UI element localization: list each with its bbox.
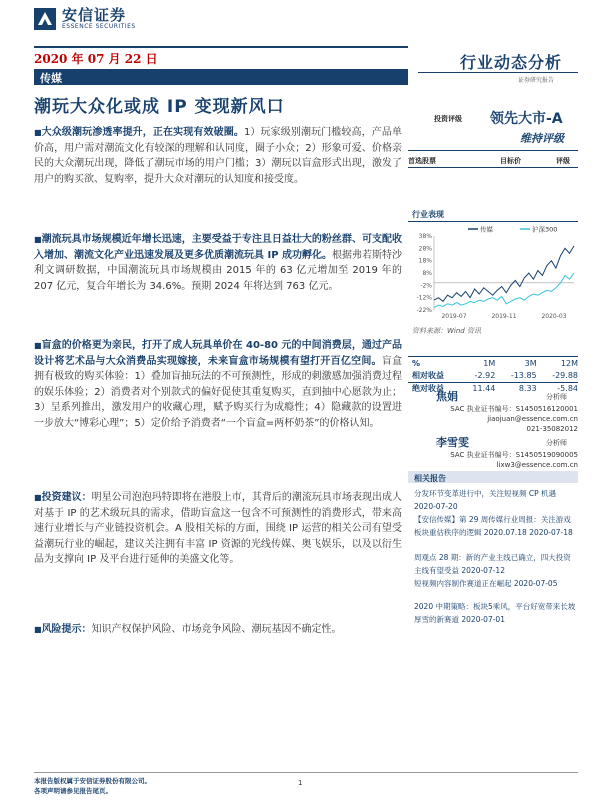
table-header: 12M [560,359,578,368]
legend-label: 沪深300 [532,225,558,234]
industry-performance-chart [408,224,578,324]
legend-label: 传媒 [480,225,493,234]
y-tick-label: -2% [420,282,432,290]
table-cell: -29.88 [552,371,578,380]
paragraph-2 [34,232,402,294]
sector-label: 传媒 [40,72,62,85]
paragraph-lead: 潮流玩具市场规模近年增长迅速，主要受益于专注且日益壮大的粉丝群、可支配收入增加、潮流文化产业迅速发展及更多优质潮流玩具 IP 成功孵化。 [34,234,403,261]
analyst-email[interactable]: jiaojuan@essence.com.cn [487,415,578,423]
y-tick-label: 8% [422,270,432,277]
table-cell: -5.84 [557,384,578,393]
report-subtype: 证券研究报告 [518,77,555,84]
bullet-icon: ■ [34,625,42,634]
related-item-date: 2020-07-12 [461,566,505,575]
paragraph-text: 知识产权保护风险、市场竞争风险、潮玩基因不确定性。 [91,624,342,635]
table-cell: 绝对收益 [412,384,444,393]
paragraph-1 [34,125,402,187]
bullet-icon: ■ [34,235,42,244]
table-cell: 11.44 [472,384,496,393]
table-cell: -13.85 [510,371,537,380]
stocks-rule [408,167,578,168]
bullet-icon: ■ [34,493,42,502]
analyst-name: 焦娟 [436,390,458,403]
chart-source: 资料来源：Wind 资讯 [412,327,481,335]
bullet-icon: ■ [34,341,42,350]
related-item[interactable] [414,577,578,590]
rating-maintain: 维持评级 [520,132,564,145]
related-item[interactable] [414,513,578,539]
header-rule [34,46,408,48]
analyst-sac: SAC 执业证书编号：S1450516120001 [450,405,578,413]
table-cell: 相对收益 [412,371,444,380]
chart-title: 行业表现 [412,210,444,219]
footer-line-1: 本报告版权属于安信证券股份有限公司。 [34,777,151,785]
target-price-label: 目标价 [500,157,521,165]
y-tick-label: 28% [418,245,432,253]
related-item-date: 2020-07-20 [414,502,458,511]
paragraph-lead: 投资建议： [41,492,92,503]
rating-col-label: 评级 [556,157,570,165]
essence-logo-icon [34,8,56,30]
top-stocks-label: 首选股票 [408,157,436,165]
paragraph-text: 盲盒拥有极致的购买体验：1）叠加盲抽玩法的不可预测性，形成的刺激感加强消费过程的娱乐体验；2）消费者对个别款式的偏好促使其重复购买，直到抽中心愿款为止；3）呈系列推出，激发用户的收藏心理，赋予购买行为成瘾性；4）隐藏款的设置进一步放大“博彩心理”；5）定价给予消费者“一个盲盒=两杯奶茶”的价格认知。 [34,355,403,429]
footer-rule [34,772,578,773]
related-item-text: 2020 中期策略：板块5乘风，平台好宽带来长坡厚雪的新赛道 [414,602,576,624]
x-tick-label: 2019-07 [441,313,467,320]
logo-en: ESSENCE SECURITIES [62,23,136,30]
paragraph-text: 根据弗若斯特沙利文调研数据，中国潮流玩具市场规模由 2015 年的 63 亿元增加至 2019 年的 207 亿元，复合年增长为 34.6%。预期 2024 年将达到 763 亿元。 [34,249,403,292]
related-title: 相关报告 [414,474,446,483]
related-item-text: 短视频内容制作赛道正在崛起 [414,579,512,588]
paragraph-lead: 风险提示： [41,624,92,635]
table-bottom-rule [408,382,578,383]
related-item-text: 分发环节变革进行中，关注短视频 CP 机遇 [414,489,557,498]
chart-title-rule [408,221,578,222]
paragraph-lead: 盲盒的价格更为亲民，打开了成人玩具单价在 40-80 元的中间消费层，通过产品设计将艺术品与大众消费品实现嫁接，未来盲盒市场规模有望打开百亿空间。 [34,340,402,367]
report-date: 2020 年 07 月 22 日 [34,52,158,66]
related-item[interactable] [414,551,578,577]
report-title: 潮玩大众化或成 IP 变现新风口 [34,97,285,117]
analyst-role: 分析师 [546,393,567,401]
table-header: 3M [524,359,537,368]
y-tick-label: -12% [416,294,432,302]
table-row [410,369,580,382]
table-row [410,358,580,369]
table-cell: 8.33 [518,384,537,393]
y-tick-label: 18% [418,257,432,265]
y-tick-label: 38% [418,233,432,240]
table-top-rule [408,356,578,357]
related-item-text: 【安信传媒】第 29 周传媒行业周报：关注游戏板块重估秩序的逻辑 [414,515,571,537]
analyst-name: 李雪雯 [436,436,469,449]
report-type-rule [418,72,578,73]
table-header: % [412,359,421,368]
paragraph-text: 1）玩家级别潮玩门槛较高，产品单价高，用户需对潮流文化有较深的理解和认同度，圈子小众；2）形象可爱、价格亲民的大众潮玩出现，降低了潮玩市场的用户门槛；3）潮玩以盲盒形式出现，激发了用户的购买欲、复购率，提升大众对潮玩的认知度和接受度。 [34,127,402,185]
analyst-role: 分析师 [546,439,567,447]
paragraph-lead: 大众级潮玩渗透率提升，正在实现有效破圈。 [41,127,244,138]
related-item[interactable] [414,600,578,626]
rating-label: 投资评级 [434,115,462,123]
y-tick-label: -22% [416,307,432,314]
footer-line-2: 各项声明请参见报告尾页。 [34,787,112,795]
related-item-date: 2020-07-01 [461,615,505,624]
paragraph-4 [34,490,402,568]
paragraph-3 [34,338,402,431]
related-item-date: 2020-07-05 [513,579,558,588]
sector-bar [34,69,408,85]
rating-value: 领先大市-A [490,111,563,127]
analyst-phone: 021-35082012 [526,425,578,433]
x-tick-label: 2019-11 [491,313,517,320]
related-item[interactable] [414,487,578,513]
report-type: 行业动态分析 [460,53,563,72]
logo-cn: 安信证券 [62,6,127,24]
x-tick-label: 2020-03 [541,313,567,320]
series-line-media [434,246,574,302]
bullet-icon: ■ [34,128,42,137]
table-header: 1M [483,359,496,368]
paragraph-5 [34,622,402,638]
analyst-sac: SAC 执业证书编号：S1450519090005 [450,451,578,459]
rating-rule [408,150,578,151]
table-cell: -2.92 [474,371,496,380]
related-item-text: 周观点 28 期：新的产业主线已确立，四大投资主线有望受益 [414,553,571,575]
page-number: 1 [298,779,303,787]
logo [34,7,136,30]
related-item-date: 2020.07.18 2020-07-18 [483,528,573,537]
paragraph-text: 明星公司泡泡玛特即将在港股上市，其背后的潮流玩具市场表现出成人对基于 IP 的艺术级玩具的需求，借助盲盒这一包含不可预测性的消费形式，带来高速行业增长与产业链投资机会。A 股相关标的方面，围绕 IP 运营的相关公司有望受益潮玩行业的崛起，建议关注拥有丰富 IP 资源的光线传媒、奥飞娱乐，以及以衍生品为支撑向 IP 及平台进行延伸的美盛文化等。 [34,492,403,565]
analyst-email[interactable]: lixw3@essence.com.cn [496,461,578,469]
